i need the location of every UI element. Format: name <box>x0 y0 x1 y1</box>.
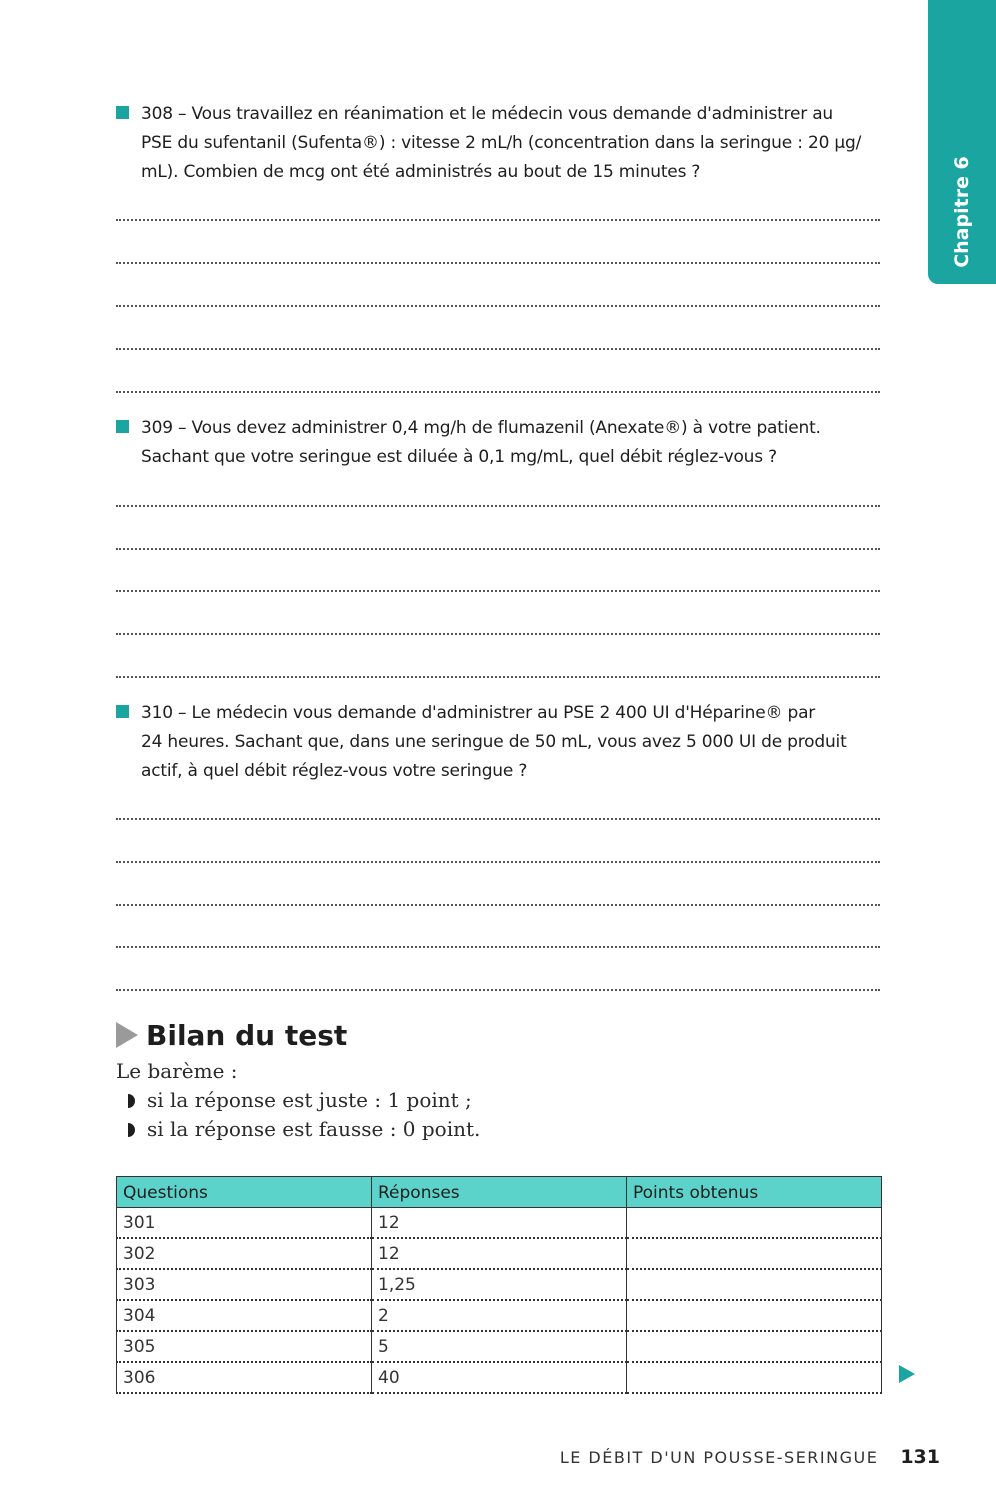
answer-line[interactable] <box>116 505 880 507</box>
cell-answer: 5 <box>372 1331 627 1362</box>
cell-answer: 2 <box>372 1300 627 1331</box>
chapter-tab-label: Chapitre 6 <box>951 156 973 268</box>
table-row <box>117 1238 882 1269</box>
table-row <box>117 1208 882 1239</box>
half-disc-bullet-icon <box>128 1123 135 1137</box>
answer-line[interactable] <box>116 989 880 991</box>
cell-question: 306 <box>117 1362 372 1393</box>
cell-answer: 12 <box>372 1238 627 1269</box>
answer-line[interactable] <box>116 861 880 863</box>
cell-question: 304 <box>117 1300 372 1331</box>
question-text <box>141 699 886 786</box>
question-line: PSE du sufentanil (Sufenta®) : vitesse 2 mL/h (concentration dans la seringue : 20 µg/ <box>141 133 862 153</box>
question-text <box>141 100 886 187</box>
cell-points[interactable] <box>627 1208 882 1239</box>
square-bullet-icon <box>116 420 129 433</box>
answer-line[interactable] <box>116 633 880 635</box>
cell-points[interactable] <box>627 1362 882 1393</box>
answer-line[interactable] <box>116 262 880 264</box>
half-disc-bullet-icon <box>128 1094 135 1108</box>
bareme-rule <box>128 1086 472 1115</box>
question-line: Sachant que votre seringue est diluée à 0,1 mg/mL, quel débit réglez-vous ? <box>141 447 777 467</box>
score-table <box>116 1176 882 1394</box>
cell-points[interactable] <box>627 1331 882 1362</box>
cell-question: 302 <box>117 1238 372 1269</box>
cell-points[interactable] <box>627 1269 882 1300</box>
section-heading <box>116 1018 347 1052</box>
rule-text: si la réponse est fausse : 0 point. <box>147 1117 481 1141</box>
column-header: Questions <box>117 1177 372 1208</box>
chapter-tab <box>928 0 996 284</box>
column-header: Réponses <box>372 1177 627 1208</box>
page-number: 131 <box>900 1446 940 1468</box>
cell-answer: 40 <box>372 1362 627 1393</box>
page-footer <box>560 1446 940 1468</box>
running-title: LE DÉBIT D'UN POUSSE-SERINGUE <box>559 1448 879 1467</box>
question-line: actif, à quel débit réglez-vous votre seringue ? <box>141 761 528 781</box>
answer-line[interactable] <box>116 348 880 350</box>
cell-answer: 1,25 <box>372 1269 627 1300</box>
answer-line[interactable] <box>116 548 880 550</box>
question-line: 24 heures. Sachant que, dans une seringue de 50 mL, vous avez 5 000 UI de produit <box>141 732 847 752</box>
question-line: 310 – Le médecin vous demande d'administrer au PSE 2 400 UI d'Héparine® par <box>141 703 816 723</box>
table-row <box>117 1362 882 1393</box>
question-line: 308 – Vous travaillez en réanimation et le médecin vous demande d'administrer au <box>141 104 833 124</box>
question-310 <box>116 699 886 786</box>
bareme-label: Le barème : <box>116 1059 238 1083</box>
section-title: Bilan du test <box>146 1018 348 1052</box>
table-row <box>117 1269 882 1300</box>
answer-line[interactable] <box>116 676 880 678</box>
rule-text: si la réponse est juste : 1 point ; <box>147 1088 472 1112</box>
cell-question: 303 <box>117 1269 372 1300</box>
cell-question: 305 <box>117 1331 372 1362</box>
answer-line[interactable] <box>116 305 880 307</box>
answer-line[interactable] <box>116 904 880 906</box>
answer-line[interactable] <box>116 590 880 592</box>
table-row <box>117 1331 882 1362</box>
square-bullet-icon <box>116 106 129 119</box>
triangle-marker-icon <box>116 1022 138 1048</box>
continue-arrow-icon <box>899 1365 915 1383</box>
question-text <box>141 414 886 472</box>
cell-question: 301 <box>117 1208 372 1239</box>
question-line: mL). Combien de mcg ont été administrés au bout de 15 minutes ? <box>141 162 701 182</box>
answer-line[interactable] <box>116 818 880 820</box>
column-header: Points obtenus <box>627 1177 882 1208</box>
answer-line[interactable] <box>116 219 880 221</box>
question-309 <box>116 414 886 472</box>
cell-points[interactable] <box>627 1300 882 1331</box>
question-line: 309 – Vous devez administrer 0,4 mg/h de flumazenil (Anexate®) à votre patient. <box>141 418 821 438</box>
square-bullet-icon <box>116 705 129 718</box>
cell-answer: 12 <box>372 1208 627 1239</box>
table-row <box>117 1300 882 1331</box>
question-308 <box>116 100 886 187</box>
cell-points[interactable] <box>627 1238 882 1269</box>
answer-line[interactable] <box>116 946 880 948</box>
bareme-rule <box>128 1115 480 1144</box>
answer-line[interactable] <box>116 391 880 393</box>
table-header-row <box>117 1177 882 1208</box>
